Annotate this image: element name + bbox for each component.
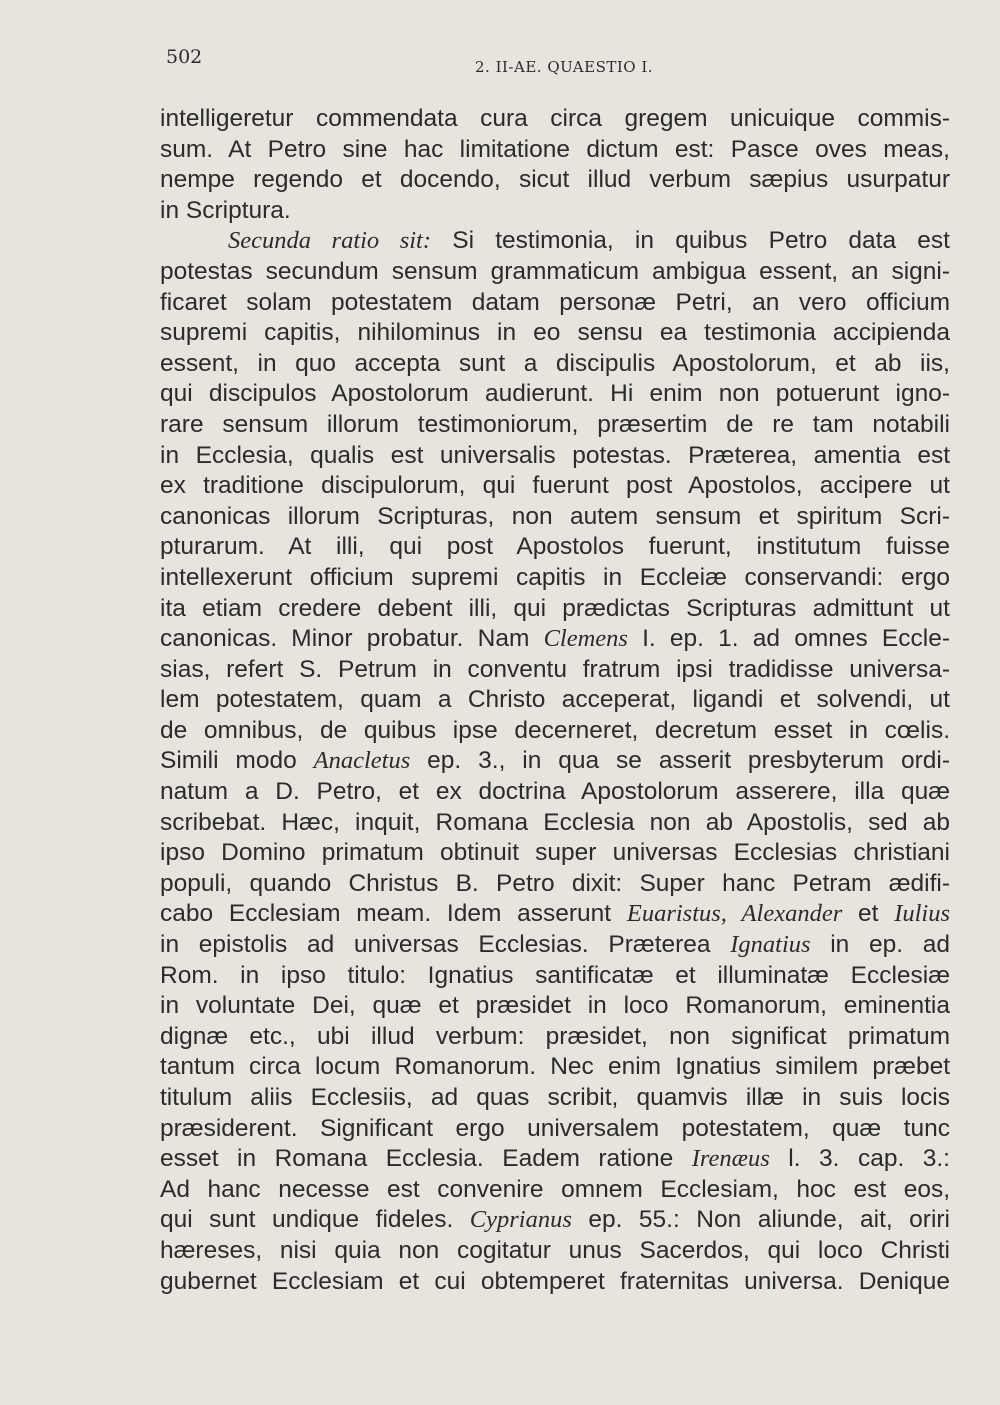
text-line	[160, 869, 950, 900]
text-run: qui discipulos Apostolorum audierunt. Hi enim non potuerunt igno-	[160, 380, 950, 408]
text-run: Rom. in ipso titulo: Ignatius santificatæ et illuminatæ Ecclesiæ	[160, 961, 950, 989]
text-line	[160, 655, 950, 686]
text-run: populi, quando Christus B. Petro dixit: Super hanc Petram ædifi-	[160, 869, 950, 897]
text-run: intelligeretur commendata cura circa gregem unicuique commis-	[160, 105, 950, 132]
text-line	[160, 777, 950, 808]
text-line	[160, 746, 950, 777]
text-run: ficaret solam potestatem datam personæ Petri, an vero officium	[160, 288, 950, 316]
text-run: et	[842, 900, 895, 928]
text-line	[160, 1083, 950, 1114]
text-run: hæreses, nisi quia non cogitatur unus Sacerdos, qui loco Christi	[160, 1236, 950, 1264]
text-run: cabo Ecclesiam meam. Idem asserunt	[160, 900, 627, 928]
italic-name: Iulius	[894, 900, 950, 928]
italic-name: Anacletus	[313, 747, 411, 775]
text-run: potestas secundum sensum grammaticum ambigua essent, an signi-	[160, 257, 950, 285]
text-line	[160, 502, 950, 533]
text-line	[160, 930, 950, 961]
text-line	[160, 716, 950, 747]
text-line	[160, 104, 950, 135]
running-head: 2. II-AE. QUAESTIO I.	[475, 58, 654, 76]
text-line	[160, 1114, 950, 1145]
italic-name: Euaristus, Alexander	[626, 900, 843, 928]
text-run: ep. 3., in qua se asserit presbyterum ordi-	[410, 747, 950, 775]
text-line	[160, 196, 950, 227]
text-run: in Scriptura.	[160, 196, 291, 224]
text-line	[160, 379, 950, 410]
body-text	[160, 104, 950, 1297]
text-line	[160, 1267, 950, 1298]
text-line	[160, 165, 950, 196]
text-run: natum a D. Petro, et ex doctrina Apostolorum asserere, illa quæ	[160, 778, 950, 806]
text-line	[160, 1052, 950, 1083]
text-line	[160, 532, 950, 563]
text-line	[160, 318, 950, 349]
text-line	[160, 1022, 950, 1053]
italic-name: Clemens	[543, 625, 628, 653]
text-run: qui sunt undique fideles.	[160, 1206, 470, 1234]
text-run: essent, in quo accepta sunt a discipulis Apostolorum, et ab iis,	[160, 349, 950, 377]
italic-name: Secunda ratio sit:	[228, 227, 432, 255]
text-line	[160, 410, 950, 441]
text-run: canonicas illorum Scripturas, non autem sensum et spiritum Scri-	[160, 502, 950, 530]
text-run: Simili modo	[160, 747, 314, 775]
text-run: titulum aliis Ecclesiis, ad quas scribit, quamvis illæ in suis locis	[160, 1084, 950, 1111]
text-run: in voluntate Dei, quæ et præsidet in loco Romanorum, eminentia	[160, 992, 950, 1020]
text-run: intellexerunt officium supremi capitis in Ecclеiæ conservandi: ergo	[160, 563, 950, 591]
text-run: ex traditione discipulorum, qui fuerunt post Apostolos, accipere ut	[160, 472, 950, 500]
text-run: tantum circa locum Romanorum. Nec enim Ignatius similem præbet	[160, 1053, 950, 1081]
text-line	[160, 441, 950, 472]
text-line	[160, 991, 950, 1022]
italic-name: Irenæus	[691, 1145, 770, 1173]
text-run: dignæ etc., ubi illud verbum: præsidet, non significat primatum	[160, 1022, 950, 1050]
text-line	[160, 226, 950, 257]
text-line	[160, 349, 950, 380]
text-run: pturarum. At illi, qui post Apostolos fuerunt, institutum fuisse	[160, 533, 950, 561]
text-line	[160, 594, 950, 625]
text-run: ita etiam credere debent illi, qui prædictas Scripturas admittunt ut	[160, 594, 950, 622]
text-line	[160, 838, 950, 869]
text-line	[160, 135, 950, 166]
text-run: esset in Romana Ecclesia. Eadem ratione	[160, 1145, 692, 1173]
text-line	[160, 808, 950, 839]
text-line	[160, 471, 950, 502]
text-run: Si testimonia, in quibus Petro data est	[431, 227, 950, 255]
italic-name: Ignatius	[730, 931, 811, 959]
text-run: sias, refert S. Petrum in conventu fratrum ipsi tradidisse universa-	[160, 655, 950, 683]
text-run: in Ecclesia, qualis est universalis potestas. Præterea, amentia est	[160, 441, 950, 469]
text-run: l. 3. cap. 3.:	[769, 1145, 950, 1173]
text-run: Ad hanc necesse est convenire omnem Ecclesiam, hoc est eos,	[160, 1175, 950, 1203]
text-run: rare sensum illorum testimoniorum, præsertim de re tam notabili	[160, 410, 950, 438]
text-run: lem potestatem, quam a Christo acceperat, ligandi et solvendi, ut	[160, 686, 950, 714]
text-run: de omnibus, de quibus ipse decerneret, decretum esset in cœlis.	[160, 716, 950, 744]
text-run: in epistolis ad universas Ecclesias. Præterea	[160, 931, 731, 959]
text-run: I. ep. 1. ad omnes Eccle-	[627, 625, 950, 653]
text-line	[160, 685, 950, 716]
text-run: in ep. ad	[810, 931, 950, 959]
text-line	[160, 288, 950, 319]
text-run: sum. At Petro sine hac limitatione dictum est: Pasce oves meas,	[160, 135, 950, 163]
text-run: ipso Domino primatum obtinuit super universas Ecclesias christiani	[160, 839, 950, 867]
text-line	[160, 624, 950, 655]
italic-name: Cyprianus	[469, 1206, 572, 1234]
text-line	[160, 1236, 950, 1267]
text-line	[160, 899, 950, 930]
text-run: canonicas. Minor probatur. Nam	[160, 625, 544, 653]
text-run: gubernet Ecclesiam et cui obtemperet fraternitas universa. Denique	[160, 1267, 950, 1295]
text-run: supremi capitis, nihilominus in eo sensu ea testimonia accipienda	[160, 319, 950, 347]
text-line	[160, 257, 950, 288]
text-run: præsiderent. Significant ergo universalem potestatem, quæ tunc	[160, 1114, 950, 1142]
text-run: scribebat. Hæc, inquit, Romana Ecclesia non ab Apostolis, sed ab	[160, 808, 950, 836]
text-line	[160, 563, 950, 594]
text-run: ep. 55.: Non aliunde, ait, oriri	[571, 1206, 950, 1234]
page-number: 502	[166, 46, 203, 68]
text-line	[160, 961, 950, 992]
text-line	[160, 1144, 950, 1175]
text-run: nempe regendo et docendo, sicut illud verbum sæpius usurpatur	[160, 166, 950, 194]
text-line	[160, 1205, 950, 1236]
text-line	[160, 1175, 950, 1206]
